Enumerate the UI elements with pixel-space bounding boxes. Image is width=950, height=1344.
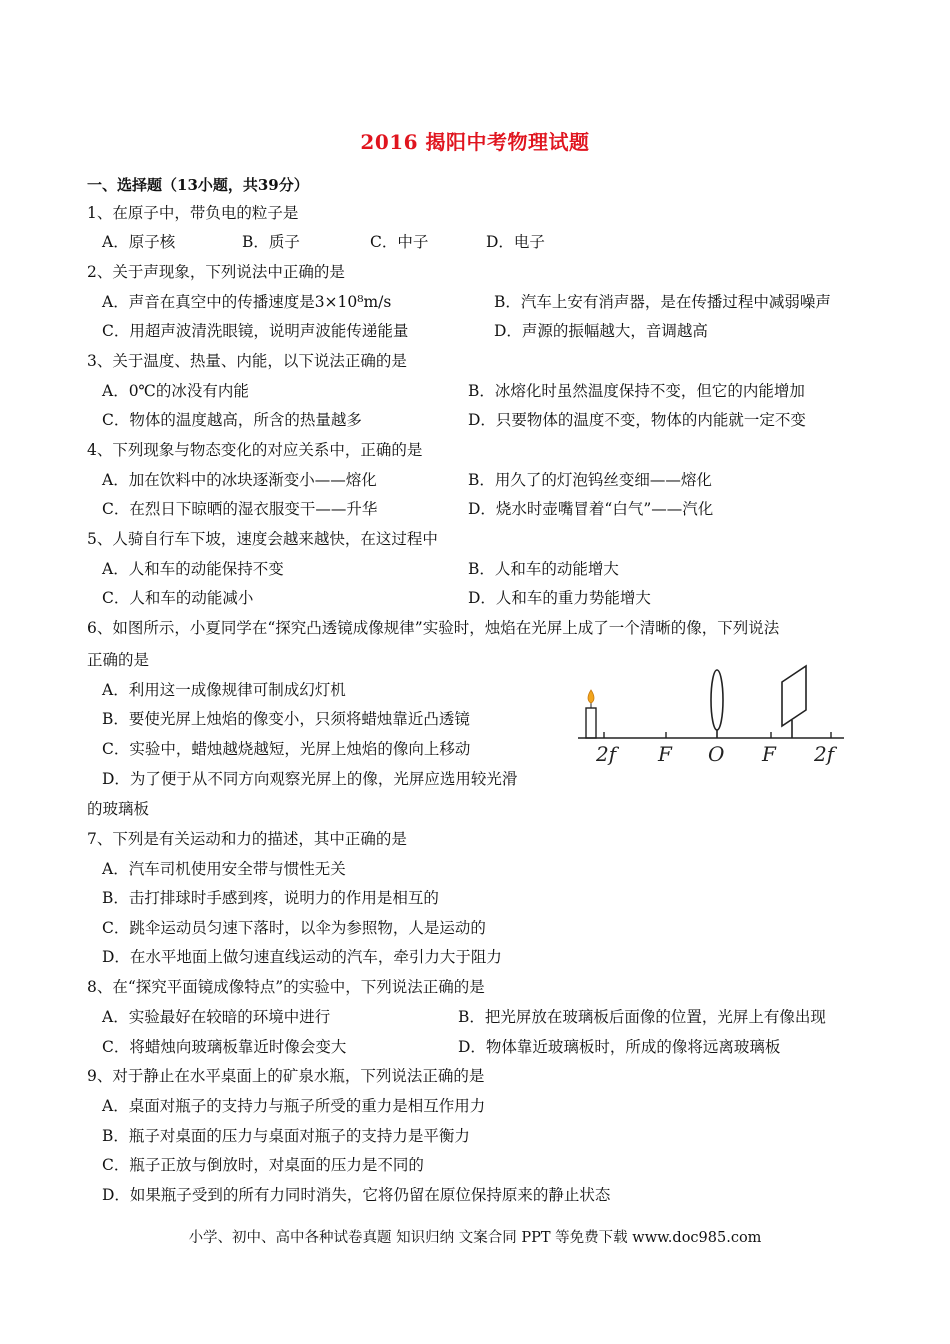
q7-option-d: D．在水平地面上做匀速直线运动的汽车，牵引力大于阻力 [102, 948, 502, 966]
q9-option-d: D．如果瓶子受到的所有力同时消失，它将仍留在原位保持原来的静止状态 [102, 1186, 611, 1204]
q3-option-c: C．物体的温度越高，所含的热量越多 [102, 411, 362, 429]
q4-option-b: B．用久了的灯泡钨丝变细——熔化 [468, 471, 712, 489]
q9-option-c: C．瓶子正放与倒放时，对桌面的压力是不同的 [102, 1156, 424, 1174]
q7-option-a: A．汽车司机使用安全带与惯性无关 [102, 860, 346, 878]
convex-lens-icon [711, 670, 723, 738]
question-1-stem: 1、在原子中，带负电的粒子是 [87, 204, 299, 222]
q3-option-a: A．0℃的冰没有内能 [102, 382, 249, 400]
q4-option-d: D．烧水时壶嘴冒着“白气”——汽化 [468, 500, 714, 518]
q2-option-c: C．用超声波清洗眼镜，说明声波能传递能量 [102, 322, 409, 340]
q5-option-a: A．人和车的动能保持不变 [102, 560, 284, 578]
q5-option-d: D．人和车的重力势能增大 [468, 589, 651, 607]
axis-label-2f-left: 2f [596, 742, 617, 766]
q6-option-d: D．为了便于从不同方向观察光屏上的像，光屏应选用较光滑 [102, 770, 518, 788]
question-5-stem: 5、人骑自行车下坡，速度会越来越快，在这过程中 [87, 530, 438, 548]
q8-option-d: D．物体靠近玻璃板时，所成的像将远离玻璃板 [458, 1038, 781, 1056]
page-title: 2016 揭阳中考物理试题 [360, 130, 590, 154]
lens-experiment-figure [574, 664, 850, 774]
q2-option-d: D．声源的振幅越大，音调越高 [494, 322, 708, 340]
q5-option-b: B．人和车的动能增大 [468, 560, 619, 578]
q2-option-b: B．汽车上安有消声器，是在传播过程中减弱噪声 [494, 293, 831, 311]
axis-label-f-left: F [658, 742, 672, 766]
q8-option-c: C．将蜡烛向玻璃板靠近时像会变大 [102, 1038, 347, 1056]
section-heading: 一、选择题（13小题，共39分） [87, 176, 309, 194]
q4-option-c: C．在烈日下晾晒的湿衣服变干——升华 [102, 500, 378, 518]
question-7-stem: 7、下列是有关运动和力的描述，其中正确的是 [87, 830, 407, 848]
q9-option-b: B．瓶子对桌面的压力与桌面对瓶子的支持力是平衡力 [102, 1127, 470, 1145]
question-2-stem: 2、关于声现象，下列说法中正确的是 [87, 263, 345, 281]
question-6-stem: 6、如图所示，小夏同学在“探究凸透镜成像规律”实验时，烛焰在光屏上成了一个清晰的像，下列说法 [87, 619, 780, 637]
q9-option-a: A．桌面对瓶子的支持力与瓶子所受的重力是相互作用力 [102, 1097, 486, 1115]
q1-option-a: A．原子核 [102, 233, 176, 251]
q3-option-d: D．只要物体的温度不变，物体的内能就一定不变 [468, 411, 806, 429]
question-9-stem: 9、对于静止在水平桌面上的矿泉水瓶，下列说法正确的是 [87, 1067, 485, 1085]
question-8-stem: 8、在“探究平面镜成像特点”的实验中，下列说法正确的是 [87, 978, 485, 996]
axis-label-f-right: F [762, 742, 776, 766]
axis-label-2f-right: 2f [814, 742, 835, 766]
q6-option-d-continued: 的玻璃板 [87, 800, 150, 818]
q4-option-a: A．加在饮料中的冰块逐渐变小——熔化 [102, 471, 377, 489]
q8-option-b: B．把光屏放在玻璃板后面像的位置，光屏上有像出现 [458, 1008, 826, 1026]
q6-option-c: C．实验中，蜡烛越烧越短，光屏上烛焰的像向上移动 [102, 740, 471, 758]
question-6-stem-continued: 正确的是 [87, 651, 150, 669]
q6-option-b: B．要使光屏上烛焰的像变小，只须将蜡烛靠近凸透镜 [102, 710, 470, 728]
q7-option-b: B．击打排球时手感到疼，说明力的作用是相互的 [102, 889, 439, 907]
axis-label-o: O [708, 742, 725, 766]
candle-icon [586, 690, 596, 738]
q1-option-c: C．中子 [370, 233, 429, 251]
q8-option-a: A．实验最好在较暗的环境中进行 [102, 1008, 331, 1026]
footer-text: 小学、初中、高中各种试卷真题 知识归纳 文案合同 PPT 等免费下载 www.doc985.com [188, 1230, 762, 1246]
q1-option-d: D．电子 [486, 233, 545, 251]
question-3-stem: 3、关于温度、热量、内能，以下说法正确的是 [87, 352, 407, 370]
q3-option-b: B．冰熔化时虽然温度保持不变，但它的内能增加 [468, 382, 805, 400]
q2-option-a: A．声音在真空中的传播速度是3×10⁸m/s [102, 293, 392, 311]
q6-option-a: A．利用这一成像规律可制成幻灯机 [102, 681, 346, 699]
q5-option-c: C．人和车的动能减小 [102, 589, 254, 607]
light-screen-icon [782, 666, 806, 738]
q7-option-c: C．跳伞运动员匀速下落时，以伞为参照物，人是运动的 [102, 919, 486, 937]
question-4-stem: 4、下列现象与物态变化的对应关系中，正确的是 [87, 441, 423, 459]
q1-option-b: B．质子 [242, 233, 300, 251]
